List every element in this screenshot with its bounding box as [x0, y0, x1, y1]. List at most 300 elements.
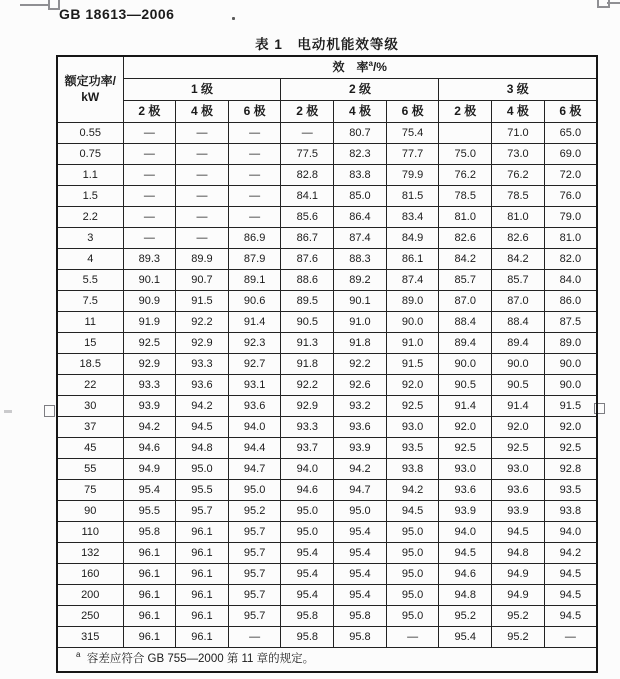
- efficiency-cell: 95.4: [334, 585, 387, 606]
- efficiency-cell: 89.1: [228, 270, 281, 291]
- efficiency-cell: 93.9: [123, 396, 176, 417]
- efficiency-cell: 82.6: [492, 228, 545, 249]
- efficiency-cell: 95.8: [281, 627, 334, 648]
- efficiency-cell: 89.0: [386, 291, 439, 312]
- efficiency-cell: 94.5: [544, 606, 597, 627]
- efficiency-cell: 83.4: [386, 207, 439, 228]
- efficiency-cell: 87.9: [228, 249, 281, 270]
- efficiency-cell: 95.7: [228, 543, 281, 564]
- table-row: [57, 543, 597, 564]
- efficiency-cell: 93.6: [176, 375, 229, 396]
- efficiency-cell: 96.1: [176, 627, 229, 648]
- efficiency-cell: —: [176, 165, 229, 186]
- table-row: [57, 459, 597, 480]
- efficiency-cell: 93.9: [492, 501, 545, 522]
- grade-1-header: 1 级: [123, 79, 281, 101]
- efficiency-cell: 82.6: [439, 228, 492, 249]
- efficiency-cell: 90.1: [334, 291, 387, 312]
- efficiency-cell: 93.5: [544, 480, 597, 501]
- efficiency-cell: 95.0: [386, 522, 439, 543]
- efficiency-table-wrapper: [56, 55, 598, 673]
- efficiency-cell: 94.2: [123, 417, 176, 438]
- efficiency-cell: 77.7: [386, 144, 439, 165]
- efficiency-cell: 94.5: [492, 522, 545, 543]
- efficiency-cell: —: [228, 207, 281, 228]
- efficiency-cell: 95.0: [334, 501, 387, 522]
- efficiency-cell: 85.7: [439, 270, 492, 291]
- efficiency-cell: 79.0: [544, 207, 597, 228]
- footnote-cell: [57, 648, 597, 673]
- efficiency-cell: 95.0: [281, 501, 334, 522]
- efficiency-cell: 93.0: [386, 417, 439, 438]
- grade-2-header: 2 级: [281, 79, 439, 101]
- efficiency-header-main: 效 率: [332, 59, 369, 74]
- efficiency-cell: 92.2: [176, 312, 229, 333]
- efficiency-cell: 95.8: [281, 606, 334, 627]
- power-header-line1: 额定功率/: [64, 73, 116, 88]
- efficiency-cell: 93.5: [386, 438, 439, 459]
- power-cell: 160: [57, 564, 123, 585]
- efficiency-cell: 90.0: [492, 354, 545, 375]
- efficiency-cell: 90.5: [492, 375, 545, 396]
- efficiency-cell: —: [123, 186, 176, 207]
- efficiency-cell: 95.7: [228, 606, 281, 627]
- efficiency-cell: 87.4: [386, 270, 439, 291]
- power-cell: 7.5: [57, 291, 123, 312]
- efficiency-cell: 95.0: [281, 522, 334, 543]
- efficiency-cell: 81.0: [439, 207, 492, 228]
- efficiency-cell: 94.8: [176, 438, 229, 459]
- efficiency-cell: 92.5: [439, 438, 492, 459]
- efficiency-cell: —: [176, 144, 229, 165]
- efficiency-cell: 95.8: [334, 606, 387, 627]
- efficiency-cell: 94.5: [386, 501, 439, 522]
- table-row: [57, 375, 597, 396]
- efficiency-cell: 94.5: [544, 585, 597, 606]
- efficiency-cell: —: [123, 123, 176, 144]
- power-cell: 90: [57, 501, 123, 522]
- efficiency-cell: 85.6: [281, 207, 334, 228]
- efficiency-footnote-marker: a: [368, 58, 373, 68]
- power-cell: 45: [57, 438, 123, 459]
- power-cell: 30: [57, 396, 123, 417]
- efficiency-cell: 84.2: [439, 249, 492, 270]
- efficiency-cell: 84.2: [492, 249, 545, 270]
- efficiency-cell: 94.5: [176, 417, 229, 438]
- efficiency-cell: —: [123, 207, 176, 228]
- efficiency-cell: 92.3: [228, 333, 281, 354]
- efficiency-cell: 95.2: [228, 501, 281, 522]
- efficiency-cell: 89.4: [492, 333, 545, 354]
- efficiency-cell: 93.6: [439, 480, 492, 501]
- efficiency-cell: 95.2: [439, 606, 492, 627]
- table-row: [57, 333, 597, 354]
- efficiency-cell: 96.1: [176, 585, 229, 606]
- table-row: [57, 354, 597, 375]
- efficiency-cell: 76.2: [439, 165, 492, 186]
- efficiency-cell: 95.0: [228, 480, 281, 501]
- efficiency-cell: 91.5: [386, 354, 439, 375]
- power-cell: 200: [57, 585, 123, 606]
- power-cell: 3: [57, 228, 123, 249]
- power-cell: 1.1: [57, 165, 123, 186]
- efficiency-cell: 91.4: [492, 396, 545, 417]
- scan-smudge-left: [4, 410, 12, 413]
- efficiency-cell: 95.4: [281, 564, 334, 585]
- power-cell: 315: [57, 627, 123, 648]
- efficiency-cell: 83.8: [334, 165, 387, 186]
- efficiency-cell: 92.5: [386, 396, 439, 417]
- table-row: [57, 165, 597, 186]
- efficiency-cell: 93.7: [281, 438, 334, 459]
- efficiency-cell: 90.7: [176, 270, 229, 291]
- efficiency-cell: 91.4: [439, 396, 492, 417]
- efficiency-cell: 93.6: [492, 480, 545, 501]
- efficiency-cell: 91.5: [176, 291, 229, 312]
- efficiency-cell: 94.4: [228, 438, 281, 459]
- table-title: 表 1 电动机能效等级: [255, 37, 399, 52]
- efficiency-cell: 94.0: [439, 522, 492, 543]
- efficiency-cell: 93.8: [386, 459, 439, 480]
- efficiency-cell: 86.0: [544, 291, 597, 312]
- efficiency-cell: 81.5: [386, 186, 439, 207]
- efficiency-cell: 88.4: [439, 312, 492, 333]
- table-row: [57, 480, 597, 501]
- efficiency-cell: 94.9: [492, 585, 545, 606]
- efficiency-cell: 96.1: [176, 606, 229, 627]
- efficiency-cell: 94.6: [123, 438, 176, 459]
- efficiency-cell: 93.3: [123, 375, 176, 396]
- efficiency-cell: 95.4: [439, 627, 492, 648]
- scan-speck-1: [232, 17, 235, 20]
- efficiency-cell: 91.3: [281, 333, 334, 354]
- efficiency-cell: —: [123, 165, 176, 186]
- power-cell: 1.5: [57, 186, 123, 207]
- efficiency-cell: 94.0: [544, 522, 597, 543]
- efficiency-cell: 92.9: [123, 354, 176, 375]
- pole-header: 2 极: [123, 101, 176, 123]
- efficiency-cell: 95.2: [492, 627, 545, 648]
- power-header-line2: kW: [81, 89, 100, 104]
- efficiency-cell: 92.5: [492, 438, 545, 459]
- efficiency-cell: 89.3: [123, 249, 176, 270]
- efficiency-cell: 92.5: [544, 438, 597, 459]
- efficiency-cell: 92.0: [386, 375, 439, 396]
- efficiency-cell: 93.0: [492, 459, 545, 480]
- efficiency-cell: 95.4: [281, 585, 334, 606]
- power-cell: 132: [57, 543, 123, 564]
- efficiency-cell: 93.9: [334, 438, 387, 459]
- efficiency-cell: 94.0: [228, 417, 281, 438]
- efficiency-cell: 90.9: [123, 291, 176, 312]
- efficiency-cell: 95.8: [334, 627, 387, 648]
- efficiency-cell: [439, 123, 492, 144]
- efficiency-cell: —: [281, 123, 334, 144]
- efficiency-cell: —: [228, 144, 281, 165]
- efficiency-cell: —: [228, 186, 281, 207]
- efficiency-cell: 92.2: [334, 354, 387, 375]
- power-cell: 250: [57, 606, 123, 627]
- power-cell: 22: [57, 375, 123, 396]
- efficiency-cell: 94.8: [492, 543, 545, 564]
- power-cell: 2.2: [57, 207, 123, 228]
- efficiency-cell: 92.2: [281, 375, 334, 396]
- efficiency-cell: 96.1: [176, 564, 229, 585]
- efficiency-cell: 93.0: [439, 459, 492, 480]
- scan-line-top-right: [607, 2, 620, 4]
- footnote-row: [57, 648, 597, 673]
- efficiency-cell: 94.6: [439, 564, 492, 585]
- power-cell: 18.5: [57, 354, 123, 375]
- table-row: [57, 501, 597, 522]
- efficiency-cell: 95.0: [386, 564, 439, 585]
- efficiency-cell: 77.5: [281, 144, 334, 165]
- efficiency-cell: 78.5: [439, 186, 492, 207]
- efficiency-table: [56, 55, 598, 673]
- table-row: [57, 270, 597, 291]
- efficiency-cell: 91.5: [544, 396, 597, 417]
- efficiency-cell: 95.4: [334, 564, 387, 585]
- efficiency-cell: 87.5: [544, 312, 597, 333]
- efficiency-cell: —: [176, 186, 229, 207]
- pole-header: 6 极: [228, 101, 281, 123]
- efficiency-cell: 89.9: [176, 249, 229, 270]
- efficiency-cell: 96.1: [123, 543, 176, 564]
- efficiency-cell: 73.0: [492, 144, 545, 165]
- efficiency-cell: 91.4: [228, 312, 281, 333]
- efficiency-cell: 90.0: [544, 375, 597, 396]
- efficiency-cell: 95.0: [176, 459, 229, 480]
- efficiency-cell: 93.6: [228, 396, 281, 417]
- efficiency-cell: 92.9: [281, 396, 334, 417]
- header-row-poles: [57, 101, 597, 123]
- efficiency-cell: 94.2: [334, 459, 387, 480]
- efficiency-cell: 93.9: [439, 501, 492, 522]
- efficiency-cell: 89.2: [334, 270, 387, 291]
- efficiency-cell: 93.1: [228, 375, 281, 396]
- table-row: [57, 228, 597, 249]
- efficiency-cell: 71.0: [492, 123, 545, 144]
- efficiency-cell: 91.0: [386, 333, 439, 354]
- power-cell: 11: [57, 312, 123, 333]
- efficiency-cell: 89.4: [439, 333, 492, 354]
- efficiency-cell: 80.7: [334, 123, 387, 144]
- pole-header: 2 极: [281, 101, 334, 123]
- efficiency-cell: 91.8: [281, 354, 334, 375]
- efficiency-cell: 90.5: [281, 312, 334, 333]
- power-cell: 75: [57, 480, 123, 501]
- efficiency-cell: 95.7: [228, 585, 281, 606]
- efficiency-cell: 65.0: [544, 123, 597, 144]
- efficiency-cell: 76.0: [544, 186, 597, 207]
- grade-3-header: 3 级: [439, 79, 597, 101]
- doc-code: GB 18613—2006: [59, 6, 175, 22]
- efficiency-cell: 86.9: [228, 228, 281, 249]
- efficiency-cell: 88.4: [492, 312, 545, 333]
- efficiency-cell: 94.2: [176, 396, 229, 417]
- pole-header: 2 极: [439, 101, 492, 123]
- table-row: [57, 564, 597, 585]
- efficiency-cell: 93.2: [334, 396, 387, 417]
- efficiency-cell: 94.9: [123, 459, 176, 480]
- power-cell: 4: [57, 249, 123, 270]
- efficiency-cell: 95.4: [334, 522, 387, 543]
- scan-line-top-left: [20, 4, 49, 6]
- scan-square-mark-left: [44, 405, 55, 417]
- efficiency-cell: 94.2: [544, 543, 597, 564]
- efficiency-cell: 95.4: [281, 543, 334, 564]
- efficiency-cell: 92.5: [123, 333, 176, 354]
- efficiency-cell: 90.0: [386, 312, 439, 333]
- efficiency-cell: 87.0: [439, 291, 492, 312]
- efficiency-cell: 84.1: [281, 186, 334, 207]
- efficiency-cell: 95.7: [228, 564, 281, 585]
- efficiency-cell: 82.8: [281, 165, 334, 186]
- efficiency-cell: —: [176, 123, 229, 144]
- efficiency-cell: 94.7: [334, 480, 387, 501]
- efficiency-cell: 95.4: [123, 480, 176, 501]
- header-row-efficiency: [57, 56, 597, 79]
- efficiency-cell: 89.5: [281, 291, 334, 312]
- efficiency-cell: 87.0: [492, 291, 545, 312]
- efficiency-cell: 94.0: [281, 459, 334, 480]
- efficiency-cell: 88.3: [334, 249, 387, 270]
- efficiency-cell: —: [386, 627, 439, 648]
- efficiency-cell: 95.8: [123, 522, 176, 543]
- efficiency-cell: 69.0: [544, 144, 597, 165]
- footnote-marker: a: [76, 650, 81, 660]
- footnote-text: 容差应符合 GB 755—2000 第 11 章的规定。: [86, 652, 315, 665]
- efficiency-cell: 95.0: [386, 606, 439, 627]
- power-column-header: [57, 56, 123, 123]
- efficiency-header-suffix: /%: [372, 59, 387, 74]
- efficiency-cell: 75.4: [386, 123, 439, 144]
- efficiency-cell: 93.3: [281, 417, 334, 438]
- efficiency-cell: 94.2: [386, 480, 439, 501]
- efficiency-cell: 96.1: [123, 585, 176, 606]
- efficiency-cell: 85.0: [334, 186, 387, 207]
- power-cell: 5.5: [57, 270, 123, 291]
- efficiency-cell: 96.1: [176, 522, 229, 543]
- efficiency-cell: 87.6: [281, 249, 334, 270]
- efficiency-cell: 86.7: [281, 228, 334, 249]
- efficiency-cell: 78.5: [492, 186, 545, 207]
- efficiency-cell: 95.5: [123, 501, 176, 522]
- efficiency-cell: 95.5: [176, 480, 229, 501]
- efficiency-cell: 95.0: [386, 543, 439, 564]
- efficiency-cell: 94.9: [492, 564, 545, 585]
- efficiency-cell: 76.2: [492, 165, 545, 186]
- efficiency-cell: 90.6: [228, 291, 281, 312]
- pole-header: 6 极: [544, 101, 597, 123]
- table-row: [57, 186, 597, 207]
- efficiency-cell: 75.0: [439, 144, 492, 165]
- efficiency-cell: 86.4: [334, 207, 387, 228]
- efficiency-cell: 84.9: [386, 228, 439, 249]
- efficiency-cell: 92.6: [334, 375, 387, 396]
- table-row: [57, 207, 597, 228]
- table-row: [57, 606, 597, 627]
- efficiency-cell: 94.8: [439, 585, 492, 606]
- efficiency-cell: 92.9: [176, 333, 229, 354]
- header-row-grades: [57, 79, 597, 101]
- efficiency-cell: 91.8: [334, 333, 387, 354]
- pole-header: 4 极: [176, 101, 229, 123]
- efficiency-cell: 94.7: [228, 459, 281, 480]
- efficiency-cell: 92.8: [544, 459, 597, 480]
- efficiency-cell: 82.3: [334, 144, 387, 165]
- efficiency-cell: 88.6: [281, 270, 334, 291]
- table-row: [57, 291, 597, 312]
- efficiency-cell: 96.1: [123, 564, 176, 585]
- efficiency-cell: —: [228, 123, 281, 144]
- table-row: [57, 144, 597, 165]
- efficiency-cell: 90.5: [439, 375, 492, 396]
- pole-header: 4 极: [492, 101, 545, 123]
- power-cell: 0.55: [57, 123, 123, 144]
- efficiency-cell: —: [228, 165, 281, 186]
- efficiency-cell: 92.0: [544, 417, 597, 438]
- efficiency-cell: 90.0: [439, 354, 492, 375]
- table-row: [57, 522, 597, 543]
- efficiency-cell: 84.0: [544, 270, 597, 291]
- efficiency-cell: 95.4: [334, 543, 387, 564]
- efficiency-cell: 95.7: [176, 501, 229, 522]
- table-row: [57, 123, 597, 144]
- power-cell: 15: [57, 333, 123, 354]
- power-cell: 110: [57, 522, 123, 543]
- efficiency-cell: 91.0: [334, 312, 387, 333]
- efficiency-cell: 93.3: [176, 354, 229, 375]
- efficiency-cell: 95.0: [386, 585, 439, 606]
- table-body: [57, 123, 597, 648]
- efficiency-cell: 92.0: [492, 417, 545, 438]
- efficiency-cell: —: [544, 627, 597, 648]
- efficiency-cell: 96.1: [176, 543, 229, 564]
- efficiency-cell: 85.7: [492, 270, 545, 291]
- efficiency-cell: 96.1: [123, 606, 176, 627]
- power-cell: 55: [57, 459, 123, 480]
- power-cell: 37: [57, 417, 123, 438]
- table-row: [57, 438, 597, 459]
- efficiency-cell: 94.5: [439, 543, 492, 564]
- efficiency-cell: 95.7: [228, 522, 281, 543]
- efficiency-cell: 95.2: [492, 606, 545, 627]
- table-row: [57, 417, 597, 438]
- efficiency-cell: 96.1: [123, 627, 176, 648]
- efficiency-cell: 90.1: [123, 270, 176, 291]
- table-row: [57, 396, 597, 417]
- efficiency-cell: 91.9: [123, 312, 176, 333]
- efficiency-cell: —: [176, 228, 229, 249]
- efficiency-cell: 94.5: [544, 564, 597, 585]
- table-row: [57, 249, 597, 270]
- efficiency-cell: —: [123, 228, 176, 249]
- efficiency-cell: —: [228, 627, 281, 648]
- efficiency-cell: —: [123, 144, 176, 165]
- efficiency-cell: 87.4: [334, 228, 387, 249]
- table-row: [57, 312, 597, 333]
- pole-header: 6 极: [386, 101, 439, 123]
- efficiency-cell: 86.1: [386, 249, 439, 270]
- power-cell: 0.75: [57, 144, 123, 165]
- pole-header: 4 极: [334, 101, 387, 123]
- efficiency-cell: 81.0: [544, 228, 597, 249]
- efficiency-cell: 81.0: [492, 207, 545, 228]
- efficiency-cell: 90.0: [544, 354, 597, 375]
- efficiency-cell: 92.7: [228, 354, 281, 375]
- efficiency-cell: 72.0: [544, 165, 597, 186]
